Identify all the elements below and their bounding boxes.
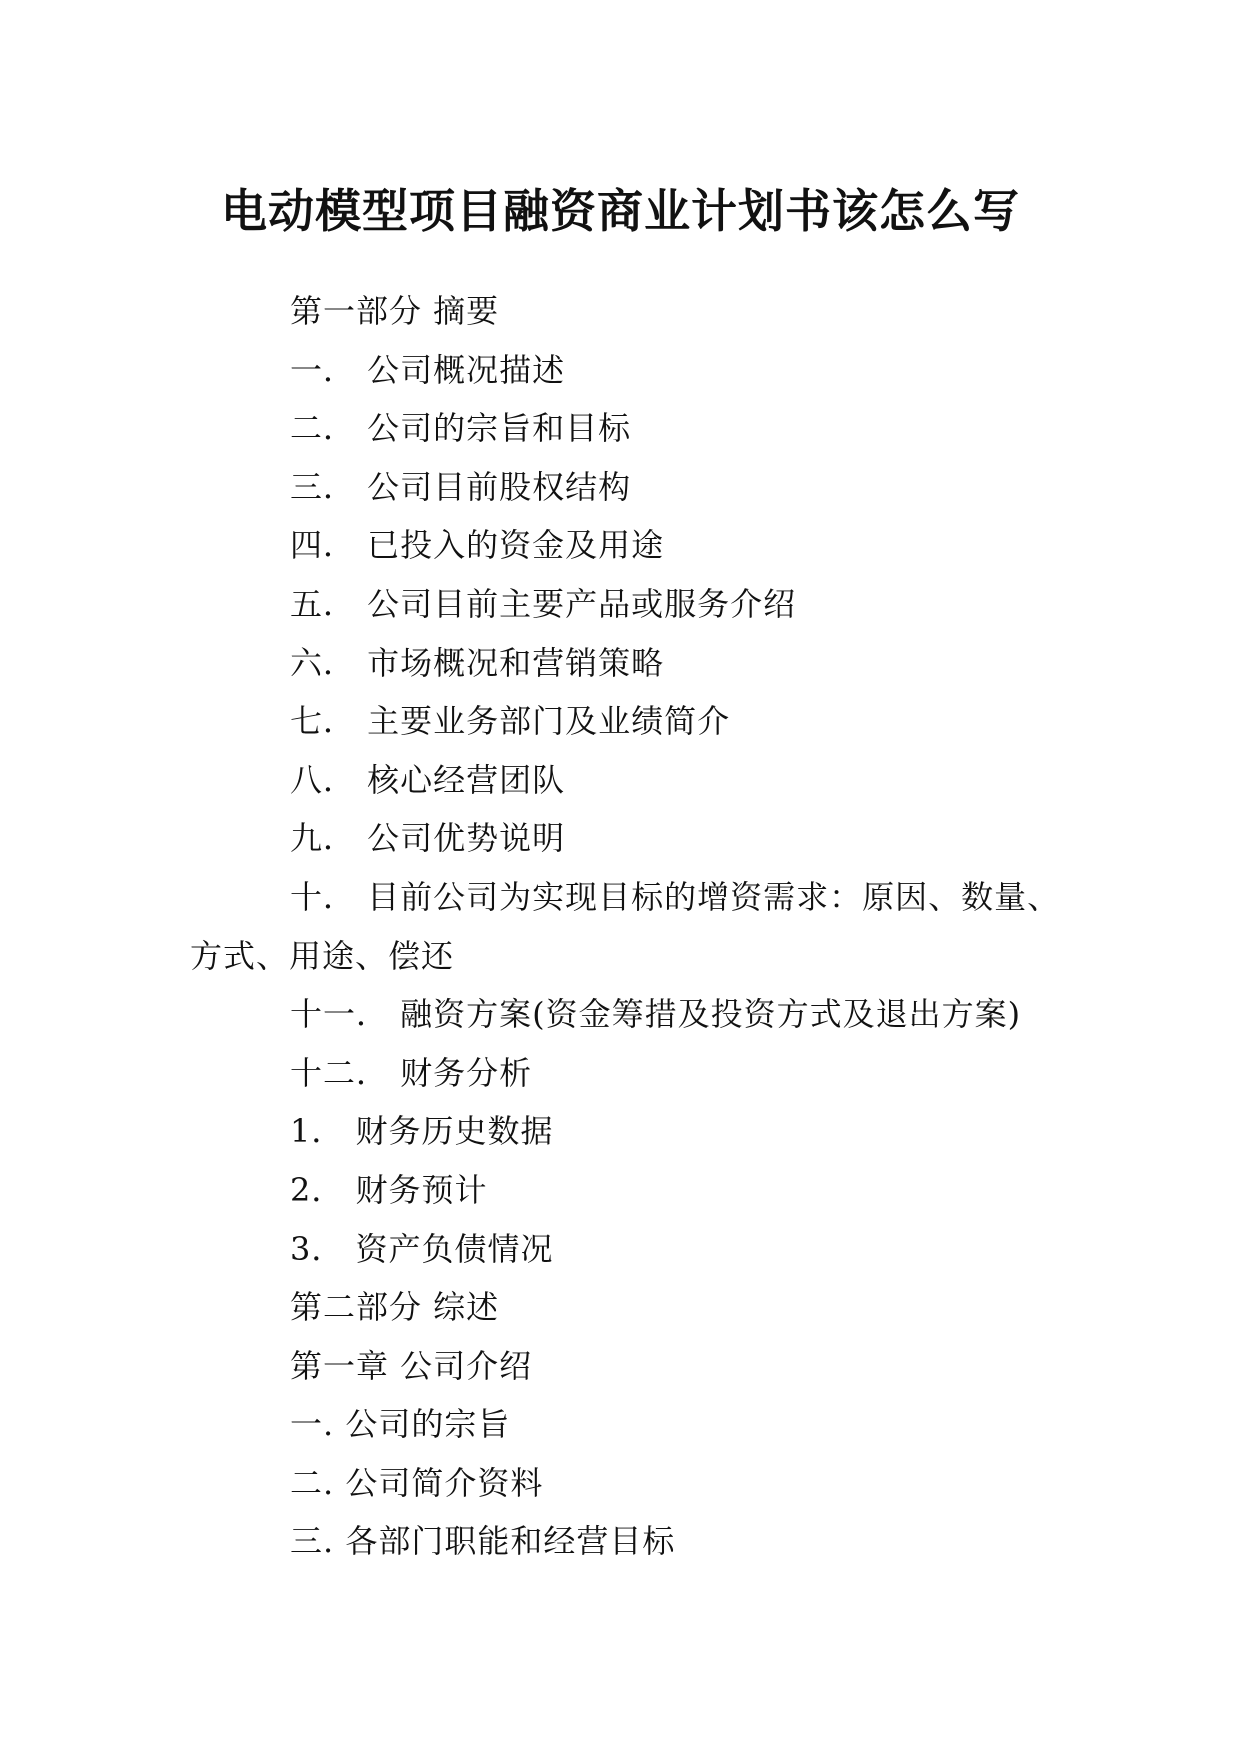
toc-item: 一. 公司的宗旨: [290, 1405, 511, 1444]
toc-item: 八． 核心经营团队: [290, 760, 566, 799]
toc-item: 九． 公司优势说明: [290, 819, 566, 858]
toc-item: 十二． 财务分析: [290, 1053, 533, 1092]
toc-item: 五． 公司目前主要产品或服务介绍: [290, 584, 797, 623]
toc-item: 三. 各部门职能和经营目标: [290, 1522, 676, 1561]
toc-item: 第二部分 综述: [290, 1288, 500, 1327]
toc-item: 十一． 融资方案(资金筹措及投资方式及退出方案): [290, 995, 1022, 1034]
toc-item: 二． 公司的宗旨和目标: [290, 409, 632, 448]
toc-item: 3． 资产负债情况: [290, 1229, 554, 1268]
toc-item: 十． 目前公司为实现目标的增资需求：原因、数量、方式、用途、偿还: [190, 877, 1061, 975]
document-title: 电动模型项目融资商业计划书该怎么写: [221, 183, 1020, 238]
toc-item: 四． 已投入的资金及用途: [290, 526, 665, 565]
toc-item: 2． 财务预计: [290, 1170, 488, 1209]
toc-item: 六． 市场概况和营销策略: [290, 643, 665, 682]
toc-item: 一． 公司概况描述: [290, 350, 566, 389]
toc-item: 七． 主要业务部门及业绩简介: [290, 702, 731, 741]
toc-item: 第一章 公司介绍: [290, 1346, 533, 1385]
toc-item: 1． 财务历史数据: [290, 1112, 554, 1151]
table-of-contents: [190, 282, 1070, 1571]
toc-item: 第一部分 摘要: [290, 292, 500, 330]
toc-item: 二. 公司简介资料: [290, 1463, 544, 1502]
toc-item: 三． 公司目前股权结构: [290, 467, 632, 506]
